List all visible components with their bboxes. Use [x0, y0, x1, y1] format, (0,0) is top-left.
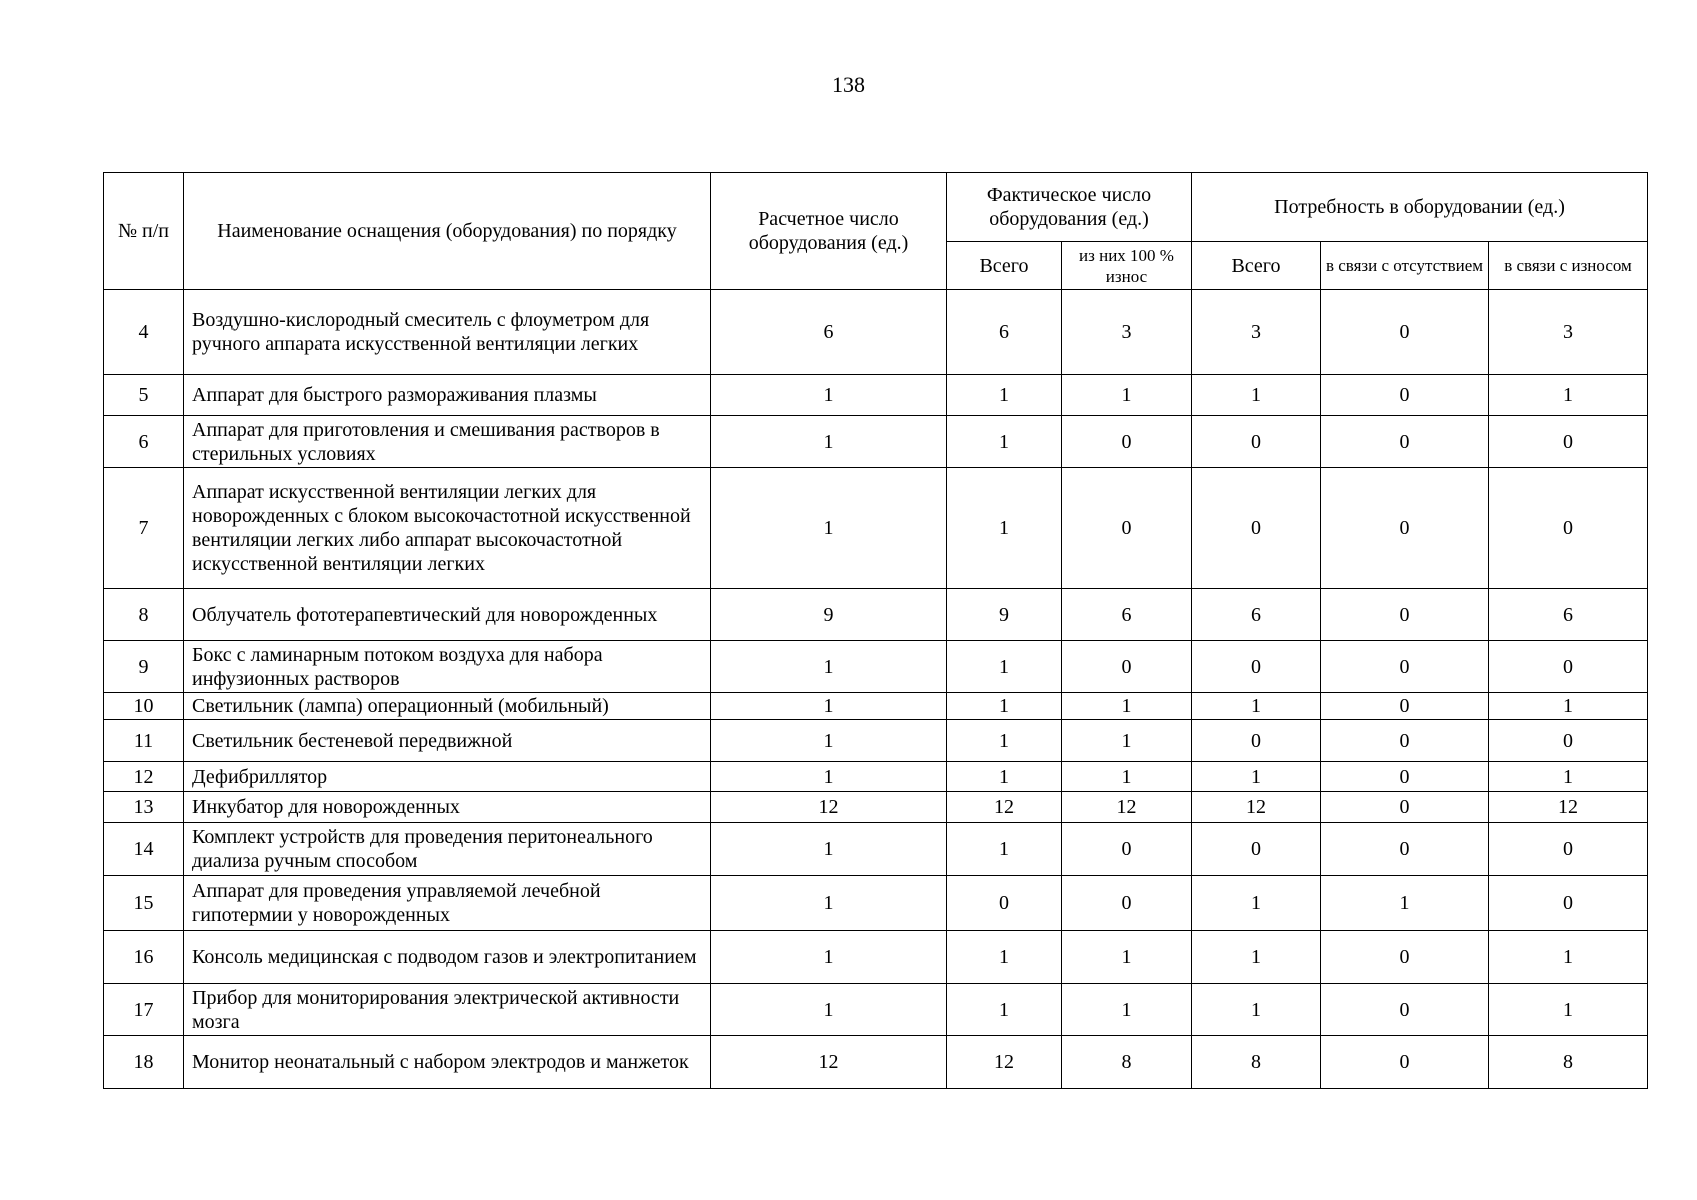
- cell-actual-worn: 0: [1062, 416, 1192, 468]
- cell-actual-worn: 1: [1062, 984, 1192, 1036]
- table-row: [104, 762, 1648, 792]
- cell-need-total: 1: [1192, 931, 1321, 984]
- table-row: [104, 823, 1648, 876]
- cell-need-wear: 0: [1489, 416, 1648, 468]
- cell-need-wear: 3: [1489, 290, 1648, 375]
- cell-need-wear: 1: [1489, 375, 1648, 416]
- cell-name: Светильник (лампа) операционный (мобильный): [184, 693, 711, 720]
- cell-calculated: 1: [711, 931, 947, 984]
- cell-need-total: 1: [1192, 876, 1321, 931]
- table-row: [104, 720, 1648, 762]
- cell-name: Инкубатор для новорожденных: [184, 792, 711, 823]
- cell-need-wear: 8: [1489, 1036, 1648, 1089]
- cell-num: 17: [104, 984, 184, 1036]
- table-row: [104, 468, 1648, 589]
- cell-num: 6: [104, 416, 184, 468]
- cell-actual-worn: 6: [1062, 589, 1192, 641]
- cell-actual-total: 12: [947, 1036, 1062, 1089]
- cell-need-absence: 1: [1321, 876, 1489, 931]
- cell-calculated: 6: [711, 290, 947, 375]
- cell-name: Аппарат для быстрого размораживания плазмы: [184, 375, 711, 416]
- table-row: [104, 984, 1648, 1036]
- cell-calculated: 1: [711, 984, 947, 1036]
- cell-need-total: 1: [1192, 762, 1321, 792]
- table-row: [104, 375, 1648, 416]
- cell-actual-total: 1: [947, 693, 1062, 720]
- cell-actual-total: 1: [947, 823, 1062, 876]
- cell-num: 10: [104, 693, 184, 720]
- cell-need-total: 12: [1192, 792, 1321, 823]
- cell-name: Облучатель фототерапевтический для новорожденных: [184, 589, 711, 641]
- cell-actual-total: 12: [947, 792, 1062, 823]
- table-row: [104, 290, 1648, 375]
- cell-need-absence: 0: [1321, 762, 1489, 792]
- cell-actual-worn: 3: [1062, 290, 1192, 375]
- cell-calculated: 1: [711, 641, 947, 693]
- cell-need-total: 1: [1192, 984, 1321, 1036]
- cell-actual-worn: 0: [1062, 468, 1192, 589]
- cell-name: Прибор для мониторирования электрической активности мозга: [184, 984, 711, 1036]
- cell-calculated: 1: [711, 823, 947, 876]
- cell-need-absence: 0: [1321, 290, 1489, 375]
- cell-need-wear: 0: [1489, 468, 1648, 589]
- cell-need-total: 0: [1192, 720, 1321, 762]
- cell-actual-total: 6: [947, 290, 1062, 375]
- table-row: [104, 693, 1648, 720]
- cell-num: 9: [104, 641, 184, 693]
- cell-actual-worn: 8: [1062, 1036, 1192, 1089]
- cell-num: 7: [104, 468, 184, 589]
- cell-name: Консоль медицинская с подводом газов и электропитанием: [184, 931, 711, 984]
- cell-num: 11: [104, 720, 184, 762]
- cell-need-absence: 0: [1321, 468, 1489, 589]
- table-row: [104, 641, 1648, 693]
- cell-need-absence: 0: [1321, 931, 1489, 984]
- table-row: [104, 589, 1648, 641]
- cell-actual-worn: 1: [1062, 931, 1192, 984]
- cell-num: 16: [104, 931, 184, 984]
- equipment-table: [103, 172, 1648, 1089]
- header-actual-total: Всего: [947, 242, 1062, 290]
- header-actual-worn: из них 100 % износ: [1062, 242, 1192, 290]
- cell-need-absence: 0: [1321, 589, 1489, 641]
- cell-need-wear: 1: [1489, 931, 1648, 984]
- header-actual: Фактическое число оборудования (ед.): [947, 173, 1192, 242]
- cell-need-absence: 0: [1321, 792, 1489, 823]
- cell-need-total: 0: [1192, 641, 1321, 693]
- cell-calculated: 1: [711, 762, 947, 792]
- cell-need-total: 1: [1192, 375, 1321, 416]
- cell-num: 8: [104, 589, 184, 641]
- cell-name: Монитор неонатальный с набором электродов и манжеток: [184, 1036, 711, 1089]
- cell-num: 13: [104, 792, 184, 823]
- cell-name: Бокс с ламинарным потоком воздуха для набора инфузионных растворов: [184, 641, 711, 693]
- cell-name: Аппарат для приготовления и смешивания растворов в стерильных условиях: [184, 416, 711, 468]
- cell-actual-total: 9: [947, 589, 1062, 641]
- cell-calculated: 1: [711, 876, 947, 931]
- cell-need-total: 3: [1192, 290, 1321, 375]
- page-number: 138: [832, 72, 865, 97]
- cell-need-total: 0: [1192, 823, 1321, 876]
- cell-num: 15: [104, 876, 184, 931]
- cell-actual-total: 0: [947, 876, 1062, 931]
- table-row: [104, 1036, 1648, 1089]
- cell-need-wear: 1: [1489, 693, 1648, 720]
- cell-need-absence: 0: [1321, 693, 1489, 720]
- header-need-total: Всего: [1192, 242, 1321, 290]
- cell-actual-worn: 1: [1062, 720, 1192, 762]
- cell-name: Аппарат искусственной вентиляции легких для новорожденных с блоком высокочастотной искусственной вентиляции легких либо аппарат высокочастотной искусственной вентиляции легких: [184, 468, 711, 589]
- cell-name: Воздушно-кислородный смеситель с флоуметром для ручного аппарата искусственной вентиляции легких: [184, 290, 711, 375]
- cell-actual-total: 1: [947, 468, 1062, 589]
- table-row: [104, 931, 1648, 984]
- cell-need-absence: 0: [1321, 641, 1489, 693]
- cell-actual-worn: 1: [1062, 762, 1192, 792]
- header-need: Потребность в оборудовании (ед.): [1192, 173, 1648, 242]
- table-row: [104, 876, 1648, 931]
- cell-need-total: 8: [1192, 1036, 1321, 1089]
- header-calculated: Расчетное число оборудования (ед.): [711, 173, 947, 290]
- cell-actual-worn: 1: [1062, 375, 1192, 416]
- cell-actual-worn: 0: [1062, 823, 1192, 876]
- cell-name: Дефибриллятор: [184, 762, 711, 792]
- cell-need-wear: 0: [1489, 641, 1648, 693]
- cell-actual-total: 1: [947, 641, 1062, 693]
- cell-actual-worn: 12: [1062, 792, 1192, 823]
- cell-need-wear: 0: [1489, 720, 1648, 762]
- cell-calculated: 12: [711, 1036, 947, 1089]
- cell-need-absence: 0: [1321, 1036, 1489, 1089]
- header-need-wear: в связи с износом: [1489, 242, 1648, 290]
- cell-need-wear: 0: [1489, 823, 1648, 876]
- cell-need-wear: 1: [1489, 762, 1648, 792]
- cell-calculated: 9: [711, 589, 947, 641]
- cell-num: 18: [104, 1036, 184, 1089]
- cell-num: 5: [104, 375, 184, 416]
- cell-actual-total: 1: [947, 984, 1062, 1036]
- cell-need-absence: 0: [1321, 416, 1489, 468]
- cell-actual-worn: 1: [1062, 693, 1192, 720]
- cell-need-absence: 0: [1321, 823, 1489, 876]
- cell-need-wear: 0: [1489, 876, 1648, 931]
- cell-need-total: 1: [1192, 693, 1321, 720]
- cell-need-wear: 12: [1489, 792, 1648, 823]
- table-row: [104, 792, 1648, 823]
- cell-actual-total: 1: [947, 375, 1062, 416]
- cell-name: Светильник бестеневой передвижной: [184, 720, 711, 762]
- cell-need-absence: 0: [1321, 375, 1489, 416]
- cell-calculated: 12: [711, 792, 947, 823]
- cell-num: 14: [104, 823, 184, 876]
- cell-need-absence: 0: [1321, 984, 1489, 1036]
- cell-calculated: 1: [711, 416, 947, 468]
- cell-num: 12: [104, 762, 184, 792]
- cell-calculated: 1: [711, 375, 947, 416]
- header-need-absence: в связи с отсутствием: [1321, 242, 1489, 290]
- cell-actual-total: 1: [947, 762, 1062, 792]
- cell-actual-total: 1: [947, 931, 1062, 984]
- header-name: Наименование оснащения (оборудования) по порядку: [184, 173, 711, 290]
- cell-need-total: 0: [1192, 416, 1321, 468]
- table-body: [104, 290, 1648, 1089]
- cell-num: 4: [104, 290, 184, 375]
- header-num: № п/п: [104, 173, 184, 290]
- cell-need-absence: 0: [1321, 720, 1489, 762]
- cell-need-total: 0: [1192, 468, 1321, 589]
- cell-need-total: 6: [1192, 589, 1321, 641]
- cell-name: Аппарат для проведения управляемой лечебной гипотермии у новорожденных: [184, 876, 711, 931]
- cell-actual-worn: 0: [1062, 876, 1192, 931]
- cell-name: Комплект устройств для проведения перитонеального диализа ручным способом: [184, 823, 711, 876]
- cell-actual-total: 1: [947, 416, 1062, 468]
- cell-calculated: 1: [711, 468, 947, 589]
- cell-actual-total: 1: [947, 720, 1062, 762]
- cell-actual-worn: 0: [1062, 641, 1192, 693]
- cell-need-wear: 6: [1489, 589, 1648, 641]
- cell-calculated: 1: [711, 693, 947, 720]
- table-row: [104, 416, 1648, 468]
- table-header: [104, 173, 1648, 290]
- cell-need-wear: 1: [1489, 984, 1648, 1036]
- cell-calculated: 1: [711, 720, 947, 762]
